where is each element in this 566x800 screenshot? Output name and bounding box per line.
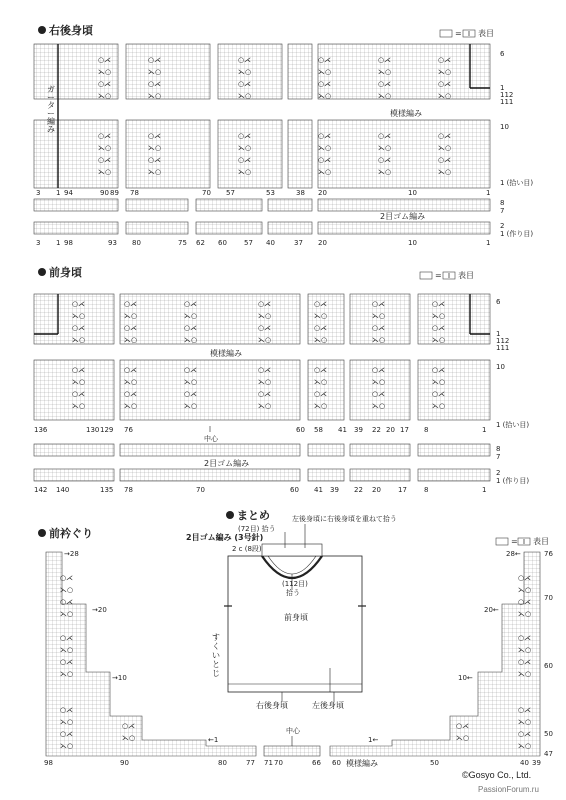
svg-text:⋋○: ⋋○ xyxy=(438,92,452,100)
svg-text:→20: →20 xyxy=(92,606,107,614)
svg-text:○⋌: ○⋌ xyxy=(60,706,74,714)
svg-text:○⋌: ○⋌ xyxy=(72,300,86,308)
svg-text:41: 41 xyxy=(314,486,323,494)
svg-text:17: 17 xyxy=(398,486,407,494)
svg-text:53: 53 xyxy=(266,189,275,197)
svg-text:⋋○: ⋋○ xyxy=(258,378,272,386)
svg-text:⋋○: ⋋○ xyxy=(438,168,452,176)
front-rib-grid xyxy=(34,444,490,481)
svg-text:39: 39 xyxy=(354,426,363,434)
svg-text:⋋○: ⋋○ xyxy=(378,168,392,176)
svg-text:⋋○: ⋋○ xyxy=(258,402,272,410)
svg-text:142: 142 xyxy=(34,486,48,494)
svg-text:112: 112 xyxy=(500,91,514,99)
svg-text:○⋌: ○⋌ xyxy=(318,156,332,164)
legend-knit-label: 表目 xyxy=(458,271,474,280)
svg-text:1: 1 xyxy=(482,426,487,434)
svg-text:○⋌: ○⋌ xyxy=(372,366,386,374)
svg-text:1: 1 xyxy=(500,84,505,92)
svg-text:17: 17 xyxy=(400,426,409,434)
svg-text:⋋○: ⋋○ xyxy=(122,734,136,742)
front-row-labels xyxy=(496,298,529,429)
front-rib-col-labels xyxy=(34,486,486,494)
svg-text:112: 112 xyxy=(496,337,510,345)
svg-text:62: 62 xyxy=(196,239,205,247)
svg-text:⋋○: ⋋○ xyxy=(372,402,386,410)
svg-text:○⋌: ○⋌ xyxy=(122,722,136,730)
svg-text:⋋○: ⋋○ xyxy=(518,718,532,726)
svg-text:○⋌: ○⋌ xyxy=(432,390,446,398)
svg-text:41: 41 xyxy=(338,426,347,434)
svg-text:○⋌: ○⋌ xyxy=(518,706,532,714)
svg-text:130: 130 xyxy=(86,426,100,434)
copyright-text: ©Gosyo Co., Ltd. xyxy=(462,770,532,780)
svg-text:80: 80 xyxy=(132,239,141,247)
svg-text:⋋○: ⋋○ xyxy=(72,378,86,386)
svg-text:○⋌: ○⋌ xyxy=(72,390,86,398)
right-back-section xyxy=(34,23,533,247)
svg-text:⋋○: ⋋○ xyxy=(60,670,74,678)
legend-equals: = xyxy=(435,271,442,280)
svg-text:70: 70 xyxy=(196,486,205,494)
svg-text:⋋○: ⋋○ xyxy=(378,92,392,100)
svg-text:⋋○: ⋋○ xyxy=(238,92,252,100)
svg-text:7: 7 xyxy=(500,207,505,215)
svg-text:⋋○: ⋋○ xyxy=(72,336,86,344)
svg-text:57: 57 xyxy=(244,239,253,247)
svg-text:⋋○: ⋋○ xyxy=(432,402,446,410)
svg-text:⋋○: ⋋○ xyxy=(378,144,392,152)
svg-text:1 (作り目): 1 (作り目) xyxy=(500,230,534,238)
svg-text:○⋌: ○⋌ xyxy=(124,366,138,374)
neck-back-panel xyxy=(262,544,322,556)
svg-text:10: 10 xyxy=(496,363,505,371)
svg-text:⋋○: ⋋○ xyxy=(124,402,138,410)
svg-text:○⋌: ○⋌ xyxy=(60,634,74,642)
svg-text:22: 22 xyxy=(354,486,363,494)
svg-text:○⋌: ○⋌ xyxy=(378,56,392,64)
svg-text:○⋌: ○⋌ xyxy=(184,366,198,374)
svg-text:○⋌: ○⋌ xyxy=(238,132,252,140)
svg-text:⋋○: ⋋○ xyxy=(98,144,112,152)
svg-text:○⋌: ○⋌ xyxy=(378,80,392,88)
note-112-pickup: 拾う xyxy=(286,589,300,597)
svg-text:2: 2 xyxy=(496,469,501,477)
svg-text:39: 39 xyxy=(330,486,339,494)
svg-text:71: 71 xyxy=(264,759,273,767)
svg-text:○⋌: ○⋌ xyxy=(60,730,74,738)
svg-text:○⋌: ○⋌ xyxy=(318,56,332,64)
svg-text:⋋○: ⋋○ xyxy=(98,92,112,100)
svg-text:1 (拾い目): 1 (拾い目) xyxy=(500,179,534,187)
svg-text:60: 60 xyxy=(218,239,227,247)
svg-text:⋋○: ⋋○ xyxy=(60,742,74,750)
svg-text:75: 75 xyxy=(178,239,187,247)
svg-text:140: 140 xyxy=(56,486,70,494)
svg-text:111: 111 xyxy=(500,98,514,106)
svg-text:○⋌: ○⋌ xyxy=(432,366,446,374)
svg-text:←1: ←1 xyxy=(208,736,219,744)
assembly-section xyxy=(186,509,397,710)
svg-text:⋋○: ⋋○ xyxy=(72,312,86,320)
svg-text:50: 50 xyxy=(430,759,439,767)
svg-text:98: 98 xyxy=(44,759,53,767)
assembly-front-label: 前身頃 xyxy=(284,613,308,622)
svg-text:○⋌: ○⋌ xyxy=(148,156,162,164)
svg-text:○⋌: ○⋌ xyxy=(98,56,112,64)
svg-text:○⋌: ○⋌ xyxy=(378,156,392,164)
svg-text:⋋○: ⋋○ xyxy=(148,68,162,76)
svg-text:○⋌: ○⋌ xyxy=(456,722,470,730)
seam-label-vertical xyxy=(212,633,220,678)
svg-text:50: 50 xyxy=(544,730,553,738)
svg-text:⋋○: ⋋○ xyxy=(258,336,272,344)
section-bullet-icon xyxy=(38,529,46,537)
svg-text:○⋌: ○⋌ xyxy=(258,390,272,398)
svg-text:○⋌: ○⋌ xyxy=(314,366,328,374)
svg-text:60: 60 xyxy=(296,426,305,434)
rib-depth-label: 2 c (8段) xyxy=(232,545,262,553)
svg-text:47: 47 xyxy=(544,750,553,758)
svg-text:10: 10 xyxy=(408,189,417,197)
svg-text:○⋌: ○⋌ xyxy=(98,156,112,164)
svg-text:77: 77 xyxy=(246,759,255,767)
svg-text:⋋○: ⋋○ xyxy=(238,68,252,76)
right-back-pattern-label: 模様編み xyxy=(390,109,422,118)
svg-text:57: 57 xyxy=(226,189,235,197)
svg-text:76: 76 xyxy=(544,550,553,558)
note-72-stitches: (72目) 拾う xyxy=(238,525,276,533)
svg-text:76: 76 xyxy=(124,426,133,434)
svg-text:⋋○: ⋋○ xyxy=(60,610,74,618)
svg-text:⋋○: ⋋○ xyxy=(318,168,332,176)
svg-text:1: 1 xyxy=(56,189,61,197)
svg-text:70: 70 xyxy=(544,594,553,602)
svg-text:60: 60 xyxy=(290,486,299,494)
svg-text:○⋌: ○⋌ xyxy=(148,56,162,64)
svg-text:89: 89 xyxy=(110,189,119,197)
right-back-title: 右後身頃 xyxy=(49,24,93,37)
svg-text:20: 20 xyxy=(386,426,395,434)
svg-text:○⋌: ○⋌ xyxy=(318,80,332,88)
svg-text:10←: 10← xyxy=(458,674,473,682)
seam-label-text: すくいとじ xyxy=(212,633,220,678)
note-overlap: 左後身頃に右後身頃を重ねて拾う xyxy=(292,515,397,523)
svg-text:78: 78 xyxy=(124,486,133,494)
svg-text:20←: 20← xyxy=(484,606,499,614)
svg-text:80: 80 xyxy=(218,759,227,767)
svg-text:○⋌: ○⋌ xyxy=(184,390,198,398)
svg-text:⋋○: ⋋○ xyxy=(148,92,162,100)
svg-text:⋋○: ⋋○ xyxy=(124,378,138,386)
svg-text:○⋌: ○⋌ xyxy=(432,324,446,332)
svg-text:58: 58 xyxy=(314,426,323,434)
svg-text:⋋○: ⋋○ xyxy=(372,336,386,344)
svg-text:○⋌: ○⋌ xyxy=(518,574,532,582)
svg-text:○⋌: ○⋌ xyxy=(372,324,386,332)
svg-text:○⋌: ○⋌ xyxy=(372,300,386,308)
svg-text:○⋌: ○⋌ xyxy=(238,80,252,88)
svg-text:8: 8 xyxy=(424,486,429,494)
svg-text:60: 60 xyxy=(332,759,341,767)
svg-text:1 (作り目): 1 (作り目) xyxy=(496,477,530,485)
assembly-right-back-label: 右後身頃 xyxy=(256,701,288,710)
svg-text:1: 1 xyxy=(486,189,491,197)
svg-text:⋋○: ⋋○ xyxy=(124,312,138,320)
svg-text:⋋○: ⋋○ xyxy=(98,68,112,76)
svg-text:1 (拾い目): 1 (拾い目) xyxy=(496,421,530,429)
svg-text:40: 40 xyxy=(266,239,275,247)
front-rib-row-labels xyxy=(496,445,529,485)
svg-text:→28: →28 xyxy=(64,550,79,558)
svg-text:⋋○: ⋋○ xyxy=(148,144,162,152)
front-center-label: 中心 xyxy=(204,435,218,443)
section-bullet-icon xyxy=(38,26,46,34)
svg-text:8: 8 xyxy=(500,199,505,207)
svg-text:3: 3 xyxy=(36,239,41,247)
svg-text:38: 38 xyxy=(296,189,305,197)
svg-text:○⋌: ○⋌ xyxy=(258,366,272,374)
neckline-title: 前衿ぐり xyxy=(49,527,93,540)
front-rib-label: 2目ゴム編み xyxy=(204,459,250,468)
neckline-center-label: 中心 xyxy=(286,727,300,735)
section-bullet-icon xyxy=(38,268,46,276)
legend-knit-label: 表目 xyxy=(533,537,549,546)
svg-text:○⋌: ○⋌ xyxy=(72,366,86,374)
section-bullet-icon xyxy=(226,511,234,519)
svg-text:1: 1 xyxy=(482,486,487,494)
legend-blank-cell xyxy=(496,538,508,545)
assembly-left-back-label: 左後身頃 xyxy=(312,701,344,710)
svg-text:90: 90 xyxy=(120,759,129,767)
svg-text:90: 90 xyxy=(100,189,109,197)
svg-text:8: 8 xyxy=(424,426,429,434)
svg-text:○⋌: ○⋌ xyxy=(518,634,532,642)
svg-text:⋋○: ⋋○ xyxy=(438,68,452,76)
rib-needle-label: 2目ゴム編み (3号針) xyxy=(186,533,264,542)
svg-text:⋋○: ⋋○ xyxy=(318,144,332,152)
svg-text:⋋○: ⋋○ xyxy=(432,336,446,344)
svg-text:○⋌: ○⋌ xyxy=(60,598,74,606)
svg-text:⋋○: ⋋○ xyxy=(318,92,332,100)
right-back-rib-col-labels xyxy=(36,239,490,247)
svg-text:⋋○: ⋋○ xyxy=(518,670,532,678)
svg-text:○⋌: ○⋌ xyxy=(438,80,452,88)
neckline-row-labels xyxy=(544,550,553,758)
svg-text:1: 1 xyxy=(496,330,501,338)
svg-text:⋋○: ⋋○ xyxy=(238,168,252,176)
svg-text:20: 20 xyxy=(372,486,381,494)
svg-text:○⋌: ○⋌ xyxy=(518,730,532,738)
svg-text:⋋○: ⋋○ xyxy=(518,586,532,594)
front-pattern-col-labels xyxy=(34,426,486,434)
svg-text:⋋○: ⋋○ xyxy=(318,68,332,76)
svg-text:○⋌: ○⋌ xyxy=(184,324,198,332)
legend-blank-cell xyxy=(420,272,432,279)
svg-text:⋋○: ⋋○ xyxy=(98,168,112,176)
svg-text:70: 70 xyxy=(274,759,283,767)
svg-text:○⋌: ○⋌ xyxy=(124,390,138,398)
svg-text:⋋○: ⋋○ xyxy=(456,734,470,742)
svg-text:⋋○: ⋋○ xyxy=(372,312,386,320)
svg-text:40: 40 xyxy=(520,759,529,767)
svg-text:○⋌: ○⋌ xyxy=(438,56,452,64)
svg-text:129: 129 xyxy=(100,426,114,434)
neckline-pattern-label: 模様編み xyxy=(346,759,378,768)
front-title: 前身頃 xyxy=(49,266,82,279)
right-back-rib-label: 2目ゴム編み xyxy=(380,212,426,221)
svg-text:⋋○: ⋋○ xyxy=(72,402,86,410)
svg-text:111: 111 xyxy=(496,344,510,352)
svg-text:○⋌: ○⋌ xyxy=(518,598,532,606)
svg-text:○⋌: ○⋌ xyxy=(378,132,392,140)
svg-text:⋋○: ⋋○ xyxy=(314,378,328,386)
legend-knit-label: 表目 xyxy=(478,29,494,38)
svg-text:10: 10 xyxy=(500,123,509,131)
svg-text:○⋌: ○⋌ xyxy=(438,156,452,164)
svg-text:39: 39 xyxy=(532,759,541,767)
assembly-body-outline xyxy=(228,556,362,692)
svg-text:94: 94 xyxy=(64,189,73,197)
svg-text:○⋌: ○⋌ xyxy=(258,324,272,332)
note-112-stitches: (112目) xyxy=(282,580,308,588)
svg-text:28←: 28← xyxy=(506,550,521,558)
right-back-pattern-col-labels xyxy=(36,189,490,197)
svg-text:○⋌: ○⋌ xyxy=(124,300,138,308)
garter-label: ガーター編み xyxy=(47,85,55,134)
svg-text:○⋌: ○⋌ xyxy=(124,324,138,332)
svg-text:10: 10 xyxy=(408,239,417,247)
svg-text:○⋌: ○⋌ xyxy=(258,300,272,308)
svg-text:98: 98 xyxy=(64,239,73,247)
svg-text:22: 22 xyxy=(372,426,381,434)
svg-text:⋋○: ⋋○ xyxy=(438,144,452,152)
neckline-col-labels xyxy=(44,759,541,767)
svg-text:1: 1 xyxy=(486,239,491,247)
svg-text:○⋌: ○⋌ xyxy=(238,156,252,164)
svg-text:○⋌: ○⋌ xyxy=(98,132,112,140)
svg-text:78: 78 xyxy=(130,189,139,197)
svg-text:70: 70 xyxy=(202,189,211,197)
neckline-left-grid xyxy=(46,552,256,756)
legend-equals: = xyxy=(511,537,518,546)
svg-text:⋋○: ⋋○ xyxy=(432,378,446,386)
svg-text:93: 93 xyxy=(108,239,117,247)
svg-text:○⋌: ○⋌ xyxy=(72,324,86,332)
svg-text:⋋○: ⋋○ xyxy=(314,312,328,320)
svg-text:⋋○: ⋋○ xyxy=(60,718,74,726)
svg-text:1←: 1← xyxy=(368,736,379,744)
svg-text:○⋌: ○⋌ xyxy=(238,56,252,64)
svg-text:○⋌: ○⋌ xyxy=(438,132,452,140)
svg-text:→10: →10 xyxy=(112,674,127,682)
svg-text:⋋○: ⋋○ xyxy=(184,378,198,386)
svg-text:6: 6 xyxy=(500,50,505,58)
svg-text:6: 6 xyxy=(496,298,501,306)
svg-text:⋋○: ⋋○ xyxy=(258,312,272,320)
svg-text:○⋌: ○⋌ xyxy=(148,132,162,140)
svg-text:○⋌: ○⋌ xyxy=(148,80,162,88)
svg-text:1: 1 xyxy=(56,239,61,247)
svg-text:136: 136 xyxy=(34,426,48,434)
svg-text:2: 2 xyxy=(500,222,505,230)
front-pattern-label: 模様編み xyxy=(210,349,242,358)
svg-text:⋋○: ⋋○ xyxy=(184,402,198,410)
svg-text:⋋○: ⋋○ xyxy=(148,168,162,176)
svg-text:○⋌: ○⋌ xyxy=(314,390,328,398)
svg-text:○⋌: ○⋌ xyxy=(314,300,328,308)
svg-text:⋋○: ⋋○ xyxy=(124,336,138,344)
svg-text:3: 3 xyxy=(36,189,41,197)
assembly-title: まとめ xyxy=(237,509,270,522)
svg-text:⋋○: ⋋○ xyxy=(314,402,328,410)
svg-text:⋋○: ⋋○ xyxy=(314,336,328,344)
svg-text:○⋌: ○⋌ xyxy=(184,300,198,308)
svg-text:60: 60 xyxy=(544,662,553,670)
svg-text:○⋌: ○⋌ xyxy=(314,324,328,332)
svg-text:○⋌: ○⋌ xyxy=(318,132,332,140)
svg-text:○⋌: ○⋌ xyxy=(432,300,446,308)
svg-text:⋋○: ⋋○ xyxy=(432,312,446,320)
svg-text:37: 37 xyxy=(294,239,303,247)
svg-text:○⋌: ○⋌ xyxy=(60,574,74,582)
svg-text:⋋○: ⋋○ xyxy=(518,646,532,654)
svg-text:⋋○: ⋋○ xyxy=(184,312,198,320)
svg-text:66: 66 xyxy=(312,759,321,767)
right-back-rib-row-labels xyxy=(500,199,533,238)
svg-text:○⋌: ○⋌ xyxy=(518,658,532,666)
svg-text:⋋○: ⋋○ xyxy=(372,378,386,386)
svg-text:7: 7 xyxy=(496,453,501,461)
svg-text:⋋○: ⋋○ xyxy=(60,646,74,654)
svg-text:⋋○: ⋋○ xyxy=(238,144,252,152)
svg-text:○⋌: ○⋌ xyxy=(372,390,386,398)
svg-text:135: 135 xyxy=(100,486,114,494)
svg-text:20: 20 xyxy=(318,239,327,247)
svg-text:⋋○: ⋋○ xyxy=(518,610,532,618)
svg-text:⋋○: ⋋○ xyxy=(378,68,392,76)
neckline-center-grid xyxy=(264,746,320,756)
watermark-text: PassionForum.ru xyxy=(478,785,539,794)
svg-text:⋋○: ⋋○ xyxy=(184,336,198,344)
legend-blank-cell xyxy=(440,30,452,37)
svg-text:○⋌: ○⋌ xyxy=(98,80,112,88)
svg-text:20: 20 xyxy=(318,189,327,197)
right-back-row-labels xyxy=(500,50,533,187)
svg-text:8: 8 xyxy=(496,445,501,453)
svg-text:⋋○: ⋋○ xyxy=(518,742,532,750)
front-section xyxy=(34,265,529,494)
legend-equals: = xyxy=(455,29,462,38)
svg-text:○⋌: ○⋌ xyxy=(60,658,74,666)
svg-text:⋋○: ⋋○ xyxy=(60,586,74,594)
